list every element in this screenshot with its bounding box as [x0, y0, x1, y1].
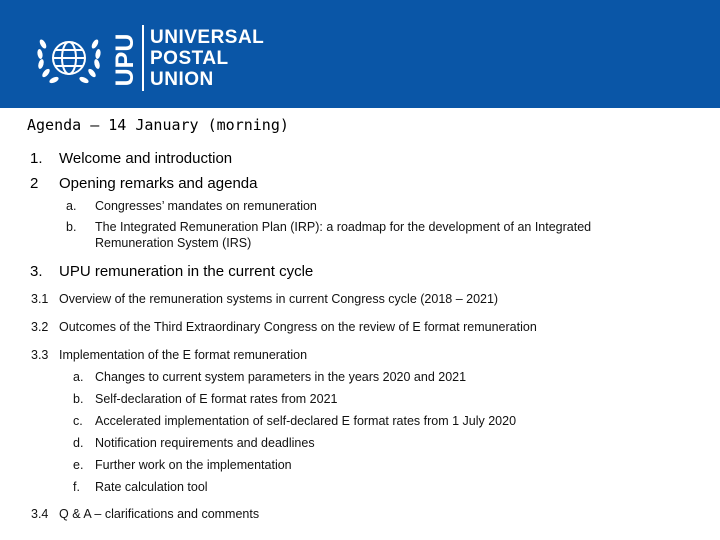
item-number: 3.4	[31, 507, 49, 521]
item-text: Rate calculation tool	[95, 480, 208, 494]
upu-logo-letters	[113, 25, 137, 95]
item-text: Opening remarks and agenda	[59, 175, 258, 192]
item-number: a.	[66, 199, 77, 213]
item-text: Q & A – clarifications and comments	[59, 507, 260, 521]
item-number: 1.	[30, 150, 43, 167]
item-text: Self-declaration of E format rates from 2021	[95, 392, 338, 406]
item-number: 3.2	[31, 320, 49, 334]
item-number: c.	[73, 414, 83, 428]
item-text: Accelerated implementation of self-declared E format rates from 1 July 2020	[95, 414, 517, 428]
item-text: Outcomes of the Third Extraordinary Congress on the review of E format remuneration	[59, 320, 537, 334]
item-text-continued: Remuneration System (IRS)	[95, 236, 252, 250]
item-number: d.	[73, 436, 84, 450]
item-number: 2	[30, 175, 39, 192]
item-text: The Integrated Remuneration Plan (IRP): a roadmap for the development of an Integrated	[95, 220, 592, 234]
brand-line-2: POSTAL	[150, 48, 229, 69]
item-text: Changes to current system parameters in the years 2020 and 2021	[95, 370, 467, 384]
item-text: Implementation of the E format remuneration	[59, 348, 308, 362]
agenda-title: Agenda – 14 January (morning)	[27, 116, 289, 134]
item-text: Overview of the remuneration systems in current Congress cycle (2018 – 2021)	[59, 292, 499, 306]
header-banner	[0, 0, 720, 108]
svg-text:UPU: UPU	[111, 33, 139, 87]
item-text: Welcome and introduction	[59, 150, 233, 167]
item-text: UPU remuneration in the current cycle	[59, 263, 314, 280]
item-number: 3.3	[31, 348, 49, 362]
item-text: Notification requirements and deadlines	[95, 436, 315, 450]
upu-emblem-icon	[33, 28, 105, 90]
brand-divider	[142, 25, 144, 91]
item-text: Further work on the implementation	[95, 458, 292, 472]
brand-line-1: UNIVERSAL	[150, 27, 265, 48]
item-number: e.	[73, 458, 84, 472]
item-number: b.	[66, 220, 77, 234]
item-number: 3.1	[31, 292, 49, 306]
brand-line-3: UNION	[150, 69, 214, 90]
item-text: Congresses’ mandates on remuneration	[95, 199, 317, 213]
item-number: f.	[73, 480, 80, 494]
brand-name	[150, 27, 264, 90]
item-number: b.	[73, 392, 84, 406]
item-number: 3.	[30, 263, 43, 280]
item-number: a.	[73, 370, 84, 384]
